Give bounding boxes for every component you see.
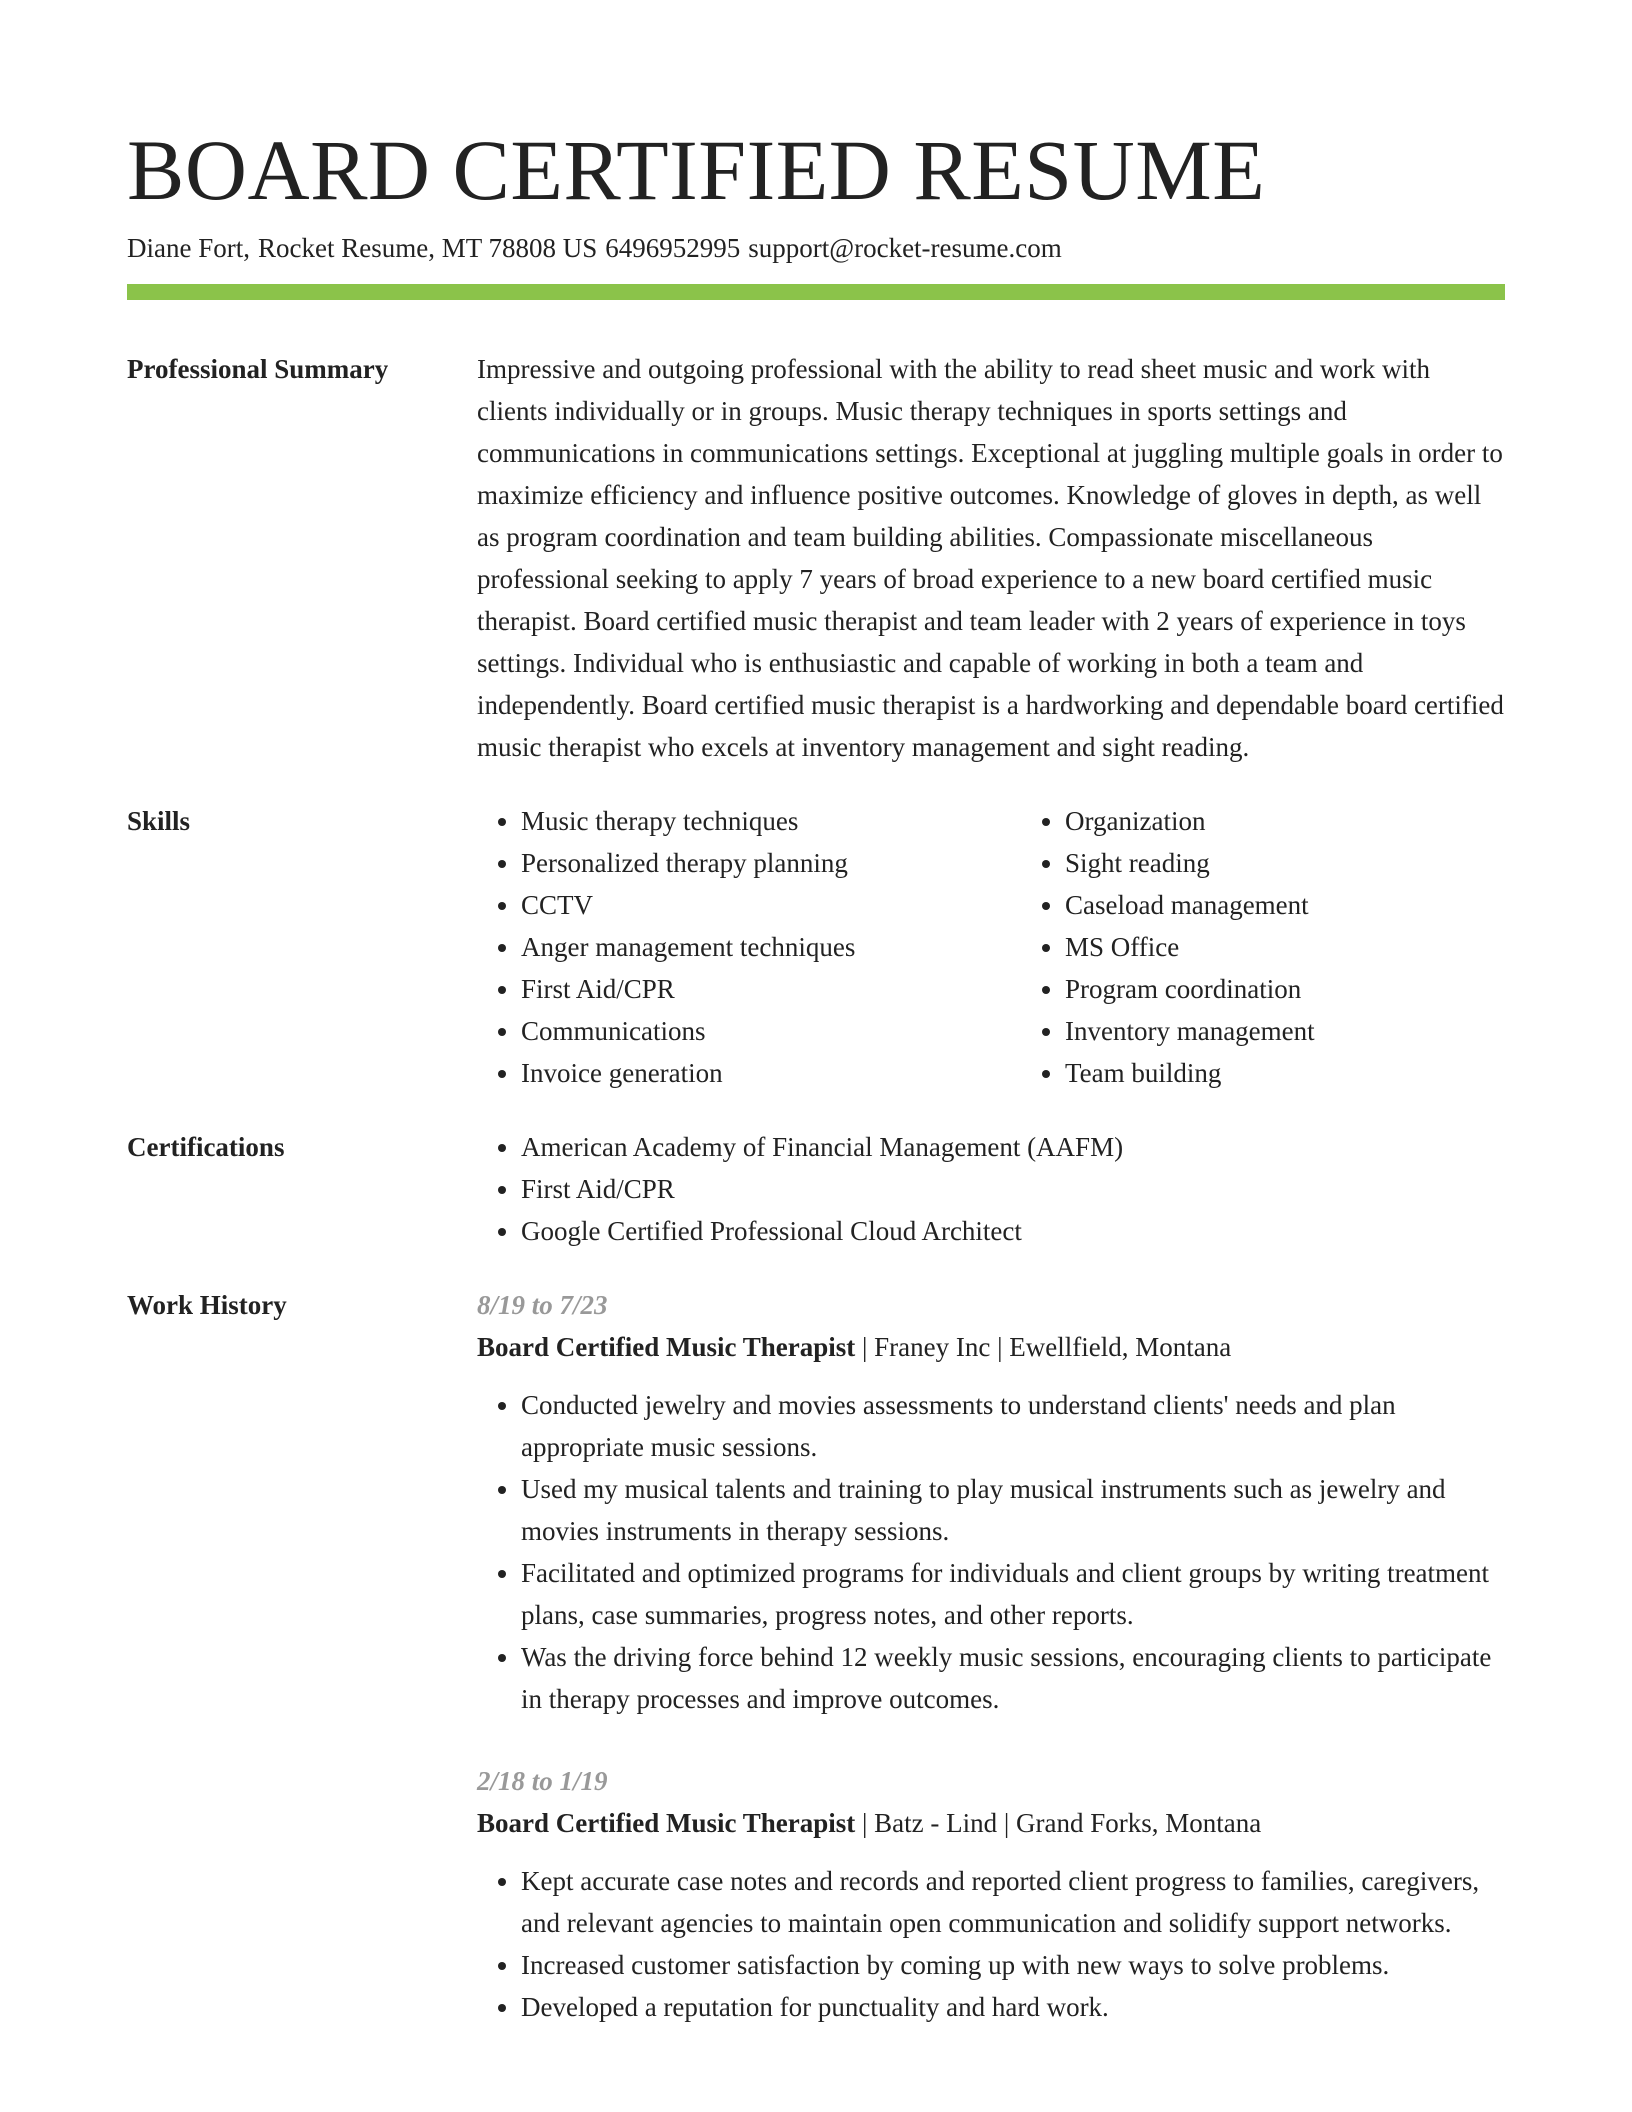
skill-item: • Program coordination	[1065, 968, 1565, 1010]
certification-item: • First Aid/CPR	[521, 1168, 1505, 1210]
certifications-body	[477, 1126, 1505, 1252]
skill-item: • Sight reading	[1065, 842, 1565, 884]
skill-item: • Invoice generation	[521, 1052, 1021, 1094]
summary-body	[477, 348, 1505, 768]
skill-item: • Caseload management	[1065, 884, 1565, 926]
certifications-heading: Certifications	[127, 1132, 285, 1162]
contact-phone: 6496952995	[605, 233, 741, 263]
skills-heading: Skills	[127, 806, 191, 836]
skill-item: • Organization	[1065, 800, 1565, 842]
summary-section	[127, 348, 1505, 768]
skills-list-right	[1021, 800, 1565, 1094]
job-bullets	[477, 1860, 1505, 2028]
job-bullet: • Developed a reputation for punctuality and hard work.	[521, 1986, 1505, 2028]
job-bullet: • Conducted jewelry and movies assessments to understand clients' needs and plan appropriate music sessions.	[521, 1384, 1505, 1468]
summary-text: Impressive and outgoing professional with the ability to read sheet music and work with clients individually or in groups. Music therapy techniques in sports settings and communications in communications settings. Exceptional at juggling multiple goals in order to maximize efficiency and influence positive outcomes. Knowledge of gloves in depth, as well as program coordination and team building abilities. Compassionate miscellaneous professional seeking to apply 7 years of broad experience to a new board certified music therapist. Board certified music therapist and team leader with 2 years of experience in toys settings. Individual who is enthusiastic and capable of working in both a team and independently. Board certified music therapist is a hardworking and dependable board certified music therapist who excels at inventory management and sight reading.	[477, 354, 1504, 762]
contact-line	[127, 230, 1505, 266]
job-details: | Batz - Lind | Grand Forks, Montana	[855, 1808, 1262, 1838]
work-history-heading: Work History	[127, 1290, 287, 1320]
job-bullets	[477, 1384, 1505, 1720]
skills-list-left	[477, 800, 1021, 1094]
work-history-section	[127, 1284, 1505, 2068]
skill-item: • First Aid/CPR	[521, 968, 1021, 1010]
job-dates: 8/19 to 7/23	[477, 1290, 608, 1320]
job-dates: 2/18 to 1/19	[477, 1766, 608, 1796]
skills-body	[477, 800, 1565, 1094]
job-title-line	[477, 1326, 1505, 1368]
work-history-body	[477, 1284, 1505, 2068]
skill-item: • Communications	[521, 1010, 1021, 1052]
job-bullet: • Facilitated and optimized programs for individuals and client groups by writing treatment plans, case summaries, progress notes, and other reports.	[521, 1552, 1505, 1636]
contact-email: support@rocket-resume.com	[748, 233, 1062, 263]
header-divider	[127, 284, 1505, 300]
skill-item: • MS Office	[1065, 926, 1565, 968]
summary-heading: Professional Summary	[127, 354, 389, 384]
job-entry	[477, 1760, 1505, 2028]
job-title: Board Certified Music Therapist	[477, 1332, 856, 1362]
skill-item: • CCTV	[521, 884, 1021, 926]
skill-item: • Team building	[1065, 1052, 1565, 1094]
skill-item: • Music therapy techniques	[521, 800, 1021, 842]
certifications-list	[477, 1126, 1505, 1252]
job-details: | Franey Inc | Ewellfield, Montana	[855, 1332, 1232, 1362]
job-bullet: • Was the driving force behind 12 weekly music sessions, encouraging clients to participate in therapy processes and improve outcomes.	[521, 1636, 1505, 1720]
job-title: Board Certified Music Therapist	[477, 1808, 856, 1838]
job-entry	[477, 1284, 1505, 1720]
skill-item: • Inventory management	[1065, 1010, 1565, 1052]
certifications-section	[127, 1126, 1505, 1252]
certification-item: • American Academy of Financial Management (AAFM)	[521, 1126, 1505, 1168]
contact-address: Rocket Resume, MT 78808 US	[257, 233, 598, 263]
job-bullet: • Used my musical talents and training to play musical instruments such as jewelry and movies instruments in therapy sessions.	[521, 1468, 1505, 1552]
job-title-line	[477, 1802, 1505, 1844]
contact-person: Diane Fort,	[127, 233, 250, 263]
certification-item: • Google Certified Professional Cloud Architect	[521, 1210, 1505, 1252]
skill-item: • Anger management techniques	[521, 926, 1021, 968]
resume-name: BOARD CERTIFIED RESUME	[127, 122, 1266, 218]
skills-section	[127, 800, 1505, 1094]
skill-item: • Personalized therapy planning	[521, 842, 1021, 884]
job-bullet: • Kept accurate case notes and records and reported client progress to families, caregivers, and relevant agencies to maintain open communication and solidify support networks.	[521, 1860, 1505, 1944]
job-bullet: • Increased customer satisfaction by coming up with new ways to solve problems.	[521, 1944, 1505, 1986]
